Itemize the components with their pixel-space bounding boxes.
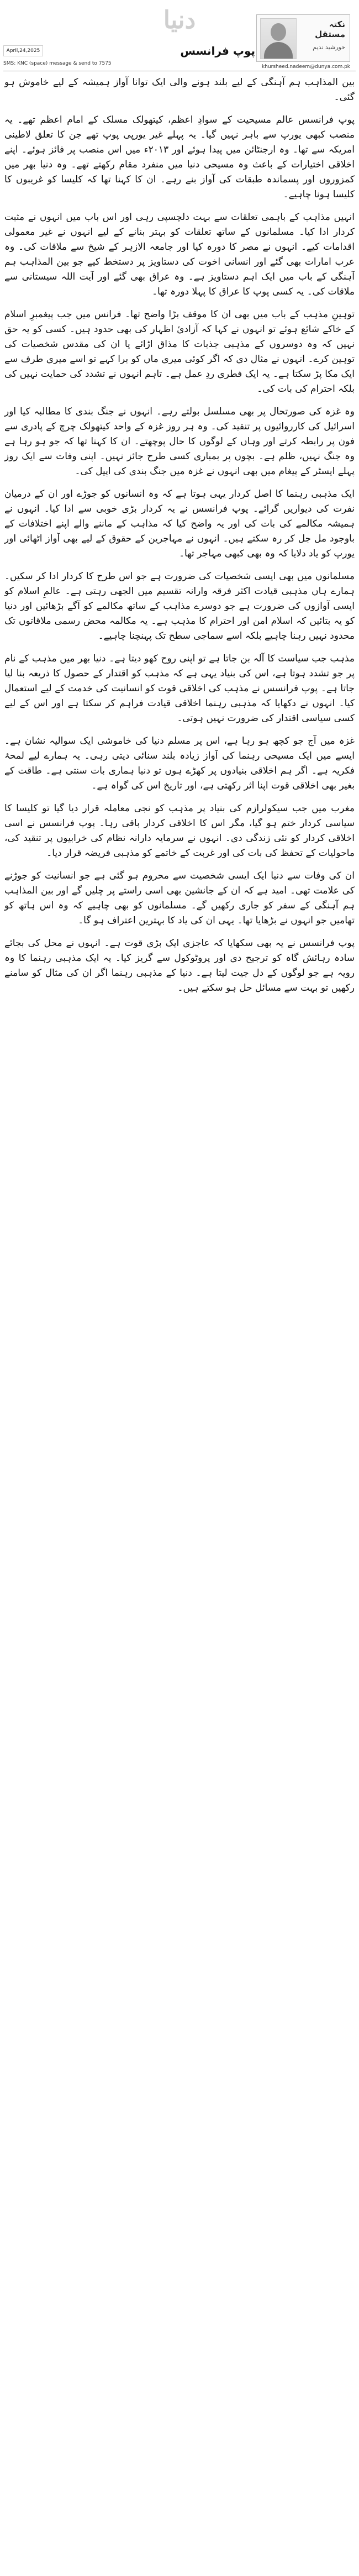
article-body [4, 75, 355, 1003]
masthead [0, 0, 359, 72]
logo-text: دنیا [163, 6, 196, 34]
article-paragraph: مغرب میں جب سیکولرازم کی بنیاد پر مذہب کو نجی معاملہ قرار دیا گیا تو کلیسا کا سیاسی کردار ختم ہو گیا، مگر اس کا اخلاقی کردار باقی رہا۔ پوپ فرانسس نے اسی اخلاقی کردار کو نئی زندگی دی۔ انہوں نے سرمایہ دارانہ نظام کی خرابیوں پر تنقید کی، ماحولیات کے تحفظ کی بات کی اور غربت کے خاتمے کو مذہبی فریضہ قرار دیا۔ [4, 803, 355, 859]
column-name: نکتہ مستقل [315, 19, 345, 39]
article-paragraph: مذہب جب سیاست کا آلہ بن جاتا ہے تو اپنی روح کھو دیتا ہے۔ دنیا بھر میں مذہب کے نام پر جو تشدد ہوتا ہے، اس کی بنیاد یہی ہے کہ مذہب کو اقتدار کے حصول کا ذریعہ بنا لیا جاتا ہے۔ پوپ فرانسس نے مذہب کی اخلاقی قوت کو انسانیت کی خدمت کے لیے استعمال کیا۔ انہوں نے دکھایا کہ مذہبی رہنما اخلاقی قیادت فراہم کر سکتا ہے اور اس کے لیے کسی سیاسی اقتدار کی ضرورت نہیں ہوتی۔ [4, 653, 355, 724]
article-paragraph: انہیں مذاہب کے باہمی تعلقات سے بہت دلچسپی رہی اور اس باب میں انہوں نے مثبت کردار ادا کیا۔ مسلمانوں کے ساتھ تعلقات کو بہتر بنانے کے لیے انہوں نے غیر معمولی اقدامات کیے۔ انہوں نے مصر کا دورہ کیا اور جامعہ الازہر کے شیخ سے ملاقات کی۔ وہ عرب امارات بھی گئے اور انسانی اخوت کی دستاویز پر دستخط کیے جو بین المذاہب ہم آہنگی کے باب میں ایک اہم دستاویز ہے۔ وہ عراق بھی گئے اور آیت اللہ سیستانی سے ملاقات کی۔ یہ کسی پوپ کا عراق کا پہلا دورہ تھا۔ [4, 212, 355, 297]
columnist-box [256, 14, 350, 62]
columnist-avatar [260, 18, 297, 59]
article-paragraph: غزہ میں آج جو کچھ ہو رہا ہے، اس پر مسلم دنیا کی خاموشی ایک سوالیہ نشان ہے۔ ایسے میں ایک مسیحی رہنما کی آواز زیادہ بلند سنائی دیتی رہی۔ یہ ہمارے لیے لمحۂ فکریہ ہے۔ اگر ہم اخلاقی بنیادوں پر کھڑے ہوں تو دنیا ہماری بات سنتی ہے۔ طاقت کے بغیر بھی اخلاقی قوت اپنا اثر رکھتی ہے، اور تاریخ اس کی گواہ ہے۔ [4, 735, 355, 791]
column-label [299, 19, 345, 52]
article-paragraph: وہ غزہ کی صورتحال پر بھی مسلسل بولتے رہے۔ انہوں نے جنگ بندی کا مطالبہ کیا اور اسرائیل کی کارروائیوں پر تنقید کی۔ وہ ہر روز غزہ کے واحد کیتھولک چرچ کے پادری سے فون پر رابطہ کرتے اور وہاں کے لوگوں کا حال پوچھتے۔ ان کا کہنا تھا کہ جو ہو رہا ہے وہ جنگ نہیں، ظلم ہے۔ بچوں پر بمباری کسی طرح جائز نہیں۔ اپنی وفات سے ایک روز پہلے ایسٹر کے پیغام میں بھی انہوں نے غزہ میں جنگ بندی کی اپیل کی۔ [4, 406, 355, 477]
author-email: khursheed.nadeem@dunya.com.pk [262, 64, 350, 70]
article-paragraph: پوپ فرانسس عالم مسیحیت کے سوادِ اعظم، کیتھولک مسلک کے امام اعظم تھے۔ یہ منصب کبھی یورپ سے باہر نہیں گیا۔ یہ پہلے غیر یورپی پوپ تھے جن کا تعلق لاطینی امریکہ سے تھا۔ وہ ارجنٹائن میں پیدا ہوئے اور ۲۰۱۳ء میں اس منصب پر فائز ہوئے۔ اپنے اخلاقی اختیارات کے باعث وہ مسیحی دنیا میں منفرد مقام رکھتے تھے۔ وہ دنیا بھر میں کمزوروں اور پسماندہ طبقات کی آواز بنے رہے۔ ان کا کہنا تھا کہ کلیسا کو غریبوں کا کلیسا ہونا چاہیے۔ [4, 114, 355, 200]
newspaper-logo [157, 3, 202, 36]
article-title: پوپ فرانسس [180, 44, 255, 57]
sms-info: SMS: KNC (space) message & send to 7575 [3, 61, 112, 66]
avatar-head [271, 23, 286, 41]
article-paragraph: ایک مذہبی رہنما کا اصل کردار یہی ہوتا ہے کہ وہ انسانوں کو جوڑے اور ان کے درمیان نفرت کی دیواریں گرائے۔ پوپ فرانسس نے یہ کردار بڑی خوبی سے ادا کیا۔ انہوں نے ہمیشہ مکالمے کی بات کی اور یہ واضح کیا کہ مذاہب کے ماننے والے اپنے اختلافات کے باوجود مل جل کر رہ سکتے ہیں۔ انہوں نے مہاجرین کے حقوق کے لیے بھی آواز اٹھائی اور یورپ کو یاد دلایا کہ وہ بھی کبھی مہاجر تھا۔ [4, 488, 355, 559]
author-name: خورشید ندیم [313, 44, 345, 51]
article-paragraph: پوپ فرانسس نے یہ بھی سکھایا کہ عاجزی ایک بڑی قوت ہے۔ انہوں نے محل کی بجائے سادہ رہائش گاہ کو ترجیح دی اور پروٹوکول سے گریز کیا۔ یہ ایک مذہبی رہنما کا وہ رویہ ہے جو لوگوں کے دل جیت لیتا ہے۔ دنیا کے مذہبی رہنما اگر ان کی مثال کو سامنے رکھیں تو بہت سے مسائل حل ہو سکتے ہیں۔ [4, 938, 355, 993]
article-paragraph: توہینِ مذہب کے باب میں بھی ان کا موقف بڑا واضح تھا۔ فرانس میں جب پیغمبرِ اسلام کے خاکے شائع ہوئے تو انہوں نے کہا کہ آزادیٔ اظہار کی بھی حدود ہیں۔ کسی کو یہ حق نہیں کہ وہ دوسروں کے مذہبی جذبات کا مذاق اڑائے یا ان کی مقدس شخصیات کی توہین کرے۔ انہوں نے مثال دی کہ اگر کوئی میری ماں کو برا کہے تو اسے میری طرف سے ایک مکا پڑ سکتا ہے۔ یہ ایک فطری ردِ عمل ہے۔ تاہم انہوں نے تشدد کی حمایت نہیں کی بلکہ احترام کی بات کی۔ [4, 309, 355, 395]
article-paragraph: ان کی وفات سے دنیا ایک ایسی شخصیت سے محروم ہو گئی ہے جو انسانیت کو جوڑنے کی علامت تھی۔ امید ہے کہ ان کے جانشین بھی اسی راستے پر چلیں گے اور بین المذاہب ہم آہنگی کے سفر کو جاری رکھیں گے۔ مسلمانوں کو بھی چاہیے کہ وہ اس ہاتھ کو تھامیں جو انہوں نے بڑھایا تھا۔ یہی ان کی یاد کا بہترین اعتراف ہو گا۔ [4, 870, 355, 926]
article-paragraph: بین المذاہب ہم آہنگی کے لیے بلند ہونے والی ایک توانا آواز ہمیشہ کے لیے خاموش ہو گئی۔ [4, 77, 355, 103]
avatar-shoulders [264, 42, 293, 59]
article-paragraph: مسلمانوں میں بھی ایسی شخصیات کی ضرورت ہے جو اس طرح کا کردار ادا کر سکیں۔ ہمارے ہاں مذہبی قیادت اکثر فرقہ وارانہ تقسیم میں الجھی رہتی ہے۔ عالمِ اسلام کو ایسی آوازوں کی ضرورت ہے جو دوسرے مذاہب کے ساتھ مکالمے کو آگے بڑھائیں اور دنیا کو یہ بتائیں کہ اسلام امن اور احترام کا مذہب ہے۔ یہ مکالمہ محض رسمی ملاقاتوں تک محدود نہیں رہنا چاہیے بلکہ اسے سماجی سطح تک پہنچنا چاہیے۔ [4, 571, 355, 642]
publish-date: April,24,2025 [3, 45, 43, 56]
